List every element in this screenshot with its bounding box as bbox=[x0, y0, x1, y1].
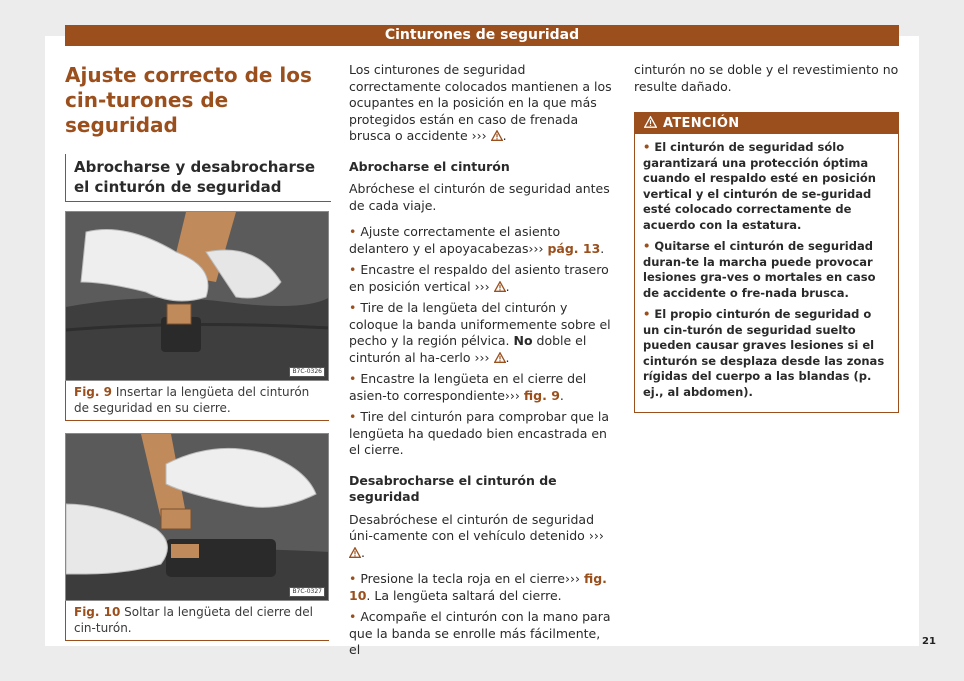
column-middle bbox=[349, 62, 615, 664]
subheading-fasten: Abrocharse el cinturón bbox=[349, 158, 510, 174]
intro-paragraph: Los cinturones de seguridad correctamente colocados mantienen a los ocupantes en la posición en la que más protegidos están en caso de frenada brusca o accidente ››› . bbox=[349, 62, 612, 143]
list-item: • Encastre el respaldo del asiento trasero en posición vertical ››› . bbox=[349, 262, 609, 294]
attention-item-text: Quitarse el cinturón de seguridad duran-te la marcha puede provocar lesiones gra-ves o mortales en caso de accidente o fre-nada brusca. bbox=[643, 239, 876, 300]
list-item bbox=[349, 609, 615, 659]
continued-paragraph: cinturón no se doble y el revestimiento no resulte dañado. bbox=[634, 62, 899, 94]
figure-caption-text: Soltar la lengüeta del cierre del cin-turón. bbox=[74, 605, 313, 635]
figure-code: B7C-0326 bbox=[289, 367, 325, 377]
section-header: Cinturones de seguridad bbox=[65, 25, 899, 46]
arrows: ››› bbox=[528, 240, 544, 256]
list-item-text: Acompañe el cinturón con la mano para que la banda se enrolle más fácilmente, el bbox=[349, 609, 611, 657]
warning-triangle-icon bbox=[644, 116, 657, 128]
seatbelt-insert-illustration bbox=[66, 212, 329, 381]
list-item-text: Tire del cinturón para comprobar que la lengüeta ha quedado bien encastrada en el cierre. bbox=[349, 409, 610, 457]
arrows: ››› bbox=[564, 571, 580, 586]
list-item-text: Presione la tecla roja en el cierre bbox=[360, 571, 565, 586]
list-item bbox=[349, 409, 615, 459]
bullet: • bbox=[643, 140, 651, 154]
figure-label: Fig. 10 bbox=[74, 605, 121, 619]
list-item-text: La lengüeta saltará del cierre. bbox=[374, 587, 562, 603]
column-right bbox=[634, 62, 899, 413]
figure-9-image bbox=[65, 211, 329, 381]
paragraph: Abróchese el cinturón de seguridad antes de cada viaje. bbox=[349, 181, 610, 213]
arrows: ››› bbox=[588, 528, 604, 543]
arrows: ››› bbox=[474, 349, 490, 365]
list-item-text: Tire de la lengüeta del cinturón y coloque la banda uniformemente sobre el pecho y la región pélvica. bbox=[349, 300, 611, 348]
attention-title: ATENCIÓN bbox=[663, 116, 740, 131]
warning-triangle-icon[interactable] bbox=[349, 547, 361, 558]
paragraph-text: Desabróchese el cinturón de seguridad úni-camente con el vehículo detenido bbox=[349, 511, 595, 543]
list-item: • Tire de la lengüeta del cinturón y coloque la banda uniformemente sobre el pecho y la región pélvica. No doble el cinturón al ha-cerlo ››› . bbox=[349, 300, 611, 365]
column-left bbox=[65, 62, 331, 641]
bullet: • bbox=[349, 300, 357, 315]
intro-text: Los cinturones de seguridad correctamente colocados mantienen a los ocupantes en la posición en la que más protegidos están en caso de frenada brusca o accidente bbox=[349, 62, 612, 143]
attention-item bbox=[643, 140, 890, 233]
arrows: ››› bbox=[471, 128, 487, 143]
warning-triangle-icon[interactable] bbox=[491, 130, 503, 141]
page-number: 21 bbox=[922, 636, 936, 647]
paragraph: Desabróchese el cinturón de seguridad úni-camente con el vehículo detenido ››› . bbox=[349, 511, 604, 560]
list-item-text: doble el cinturón al ha-cerlo bbox=[349, 333, 587, 365]
page-link[interactable]: pág. 13 bbox=[547, 240, 601, 256]
list-item: • Encastre la lengüeta en el cierre del asien-to correspondiente››› fig. 9. bbox=[349, 371, 587, 403]
figure-9-caption bbox=[65, 381, 329, 421]
figure-label: Fig. 9 bbox=[74, 385, 112, 399]
bullet: • bbox=[349, 371, 357, 386]
attention-box bbox=[634, 112, 899, 413]
list-item: • Ajuste correctamente el asiento delantero y el apoyacabezas››› pág. 13. bbox=[349, 224, 605, 256]
figure-10-image bbox=[65, 433, 329, 601]
warning-triangle-icon[interactable] bbox=[494, 281, 506, 292]
bullet: • bbox=[349, 262, 357, 277]
subheading-unfasten: Desabrocharse el cinturón de seguridad bbox=[349, 472, 557, 504]
figure-code: B7C-0327 bbox=[289, 587, 325, 597]
figure-link[interactable]: fig. 9 bbox=[523, 387, 560, 403]
bullet: • bbox=[643, 239, 651, 253]
warning-triangle-icon[interactable] bbox=[494, 352, 506, 363]
arrows: ››› bbox=[504, 387, 520, 403]
attention-item bbox=[643, 239, 890, 301]
figure-caption-text: Insertar la lengüeta del cinturón de seguridad en su cierre. bbox=[74, 385, 310, 415]
figure-10-caption bbox=[65, 601, 329, 641]
attention-item bbox=[643, 307, 890, 400]
emphasis-no: No bbox=[513, 333, 533, 348]
bullet: • bbox=[349, 609, 357, 624]
page-title: Ajuste correcto de los cin-turones de seguridad bbox=[65, 63, 312, 137]
bullet: • bbox=[349, 224, 357, 239]
section-subtitle: Abrocharse y desabrocharse el cinturón de seguridad bbox=[65, 154, 331, 202]
list-item: • Presione la tecla roja en el cierre››› fig. 10. La lengüeta saltará del cierre. bbox=[349, 571, 607, 603]
attention-header bbox=[635, 113, 898, 134]
attention-body bbox=[635, 134, 898, 412]
list-item-text: Encastre la lengüeta en el cierre del asien-to correspondiente bbox=[349, 371, 587, 403]
bullet: • bbox=[643, 307, 651, 321]
arrows: ››› bbox=[474, 278, 490, 294]
list-item-text: Ajuste correctamente el asiento delantero y el apoyacabezas bbox=[349, 224, 561, 256]
seatbelt-release-illustration bbox=[66, 434, 329, 601]
figure-link[interactable]: fig. 10 bbox=[349, 571, 607, 603]
list-item-text: Encastre el respaldo del asiento trasero en posición vertical bbox=[349, 262, 609, 294]
bullet: • bbox=[349, 409, 357, 424]
attention-item-text: El propio cinturón de seguridad o un cin-turón de seguridad suelto pueden causar graves lesiones si el cinturón se desplaza desde las zonas rígidas del cuerpo a las blandas (p. ej., al abdomen). bbox=[643, 307, 885, 399]
attention-item-text: El cinturón de seguridad sólo garantizará una protección óptima cuando el respaldo esté en posición vertical y el cinturón de se-guridad esté colocado correctamente de acuerdo con la estatura. bbox=[643, 140, 876, 232]
bullet: • bbox=[349, 571, 357, 586]
